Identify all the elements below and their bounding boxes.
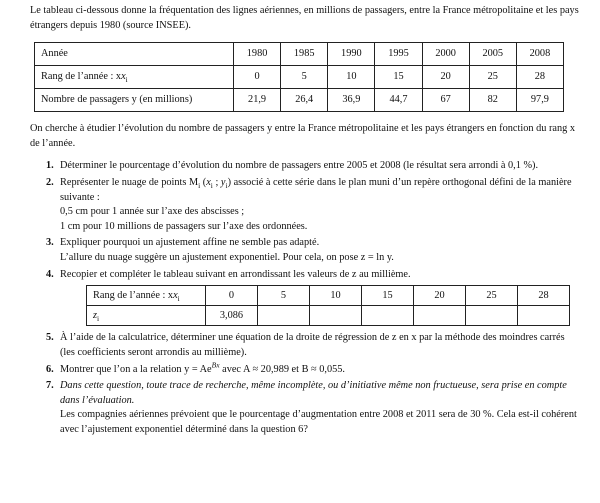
table-cell: 21,9 (234, 89, 281, 112)
question-list (30, 159, 580, 437)
passenger-data-table (34, 42, 564, 112)
question-2: 2. Représenter le nuage de points $M_i$ ($x_i$ ; $y_i$) associé à cette série dans le plan muni d’un repère orthogonal défini de la manière suivante : 0,5 cm pour 1 année sur l’axe des abscisses ; 1 cm pour 10 millions de passagers sur l’axe des ordonnées. (46, 177, 572, 232)
table-cell: 67 (422, 89, 469, 112)
table-row-passengers (35, 89, 564, 112)
table-cell: 10 (328, 66, 375, 89)
table-cell: 97,9 (516, 89, 563, 112)
table-cell: 20 (422, 66, 469, 89)
table-cell: 82 (469, 89, 516, 112)
table-row-z (87, 306, 570, 326)
question-text: Les compagnies aériennes prévoient que le pourcentage d’augmentation entre 2008 et 2011 sera de 30 %. Cela est-il cohérent avec l’ajustement exponentiel déterminé dans la question 6? (60, 409, 577, 435)
table-cell: 5 (258, 286, 310, 306)
table-cell (518, 306, 570, 326)
question-text: Expliquer pourquoi un ajustement affine ne semble pas adapté. (60, 237, 320, 249)
intro-paragraph: Le tableau ci-dessous donne la fréquentation des lignes aériennes, en millions de passagers, entre la France métropolitaine et les pays étrangers depuis 1980 (source INSEE). (30, 5, 579, 31)
table-row-ranks (35, 66, 564, 89)
question-number: 4. (46, 268, 54, 280)
row-label-year: Année (35, 43, 234, 66)
question-3 (46, 236, 580, 265)
table-cell: 15 (362, 286, 414, 306)
table-cell (258, 306, 310, 326)
table-cell: 36,9 (328, 89, 375, 112)
question-number: 5. (46, 332, 54, 344)
table-cell: 44,7 (375, 89, 422, 112)
question-text: Déterminer le pourcentage d’évolution du nombre de passagers entre 2005 et 2008 (le résultat sera arrondi à 0,1 %). (60, 160, 539, 172)
table-cell (362, 306, 414, 326)
question-6: 6. Montrer que l’on a la relation $y = Ae^{Bx}$ avec A ≈ 20,989 et B ≈ 0,055. (46, 363, 580, 378)
table-cell: 25 (466, 286, 518, 306)
row-label-rank: Rang de l’année : $xx_i$ (35, 66, 234, 89)
table-cell: 1995 (375, 43, 422, 66)
table-cell: 26,4 (281, 89, 328, 112)
question-number: 1. (46, 160, 54, 172)
table-cell (466, 306, 518, 326)
table-cell: 25 (469, 66, 516, 89)
z-values-table (86, 285, 570, 326)
table-cell: 2000 (422, 43, 469, 66)
table-cell: 28 (516, 66, 563, 89)
table-cell: 20 (414, 286, 466, 306)
question-number: 2. (46, 177, 54, 189)
question-text: À l’aide de la calculatrice, déterminer une équation de la droite de régression de z en x par la méthode des moindres carrés (les coefficients seront arrondis au millième). (60, 332, 565, 358)
table-cell: 0 (234, 66, 281, 89)
question-text: associé à cette série dans le plan muni d’un repère orthogonal défini de la manière suivante : (60, 177, 572, 203)
question-text: avec A ≈ 20,989 et B ≈ 0,055. (219, 363, 345, 375)
question-7 (46, 379, 580, 437)
table-cell (310, 306, 362, 326)
question-number: 6. (46, 363, 54, 375)
table-cell: 28 (518, 286, 570, 306)
table-cell (414, 306, 466, 326)
study-paragraph: On cherche à étudier l’évolution du nombre de passagers y entre la France métropolitaine et les pays étrangers en fonction du rang x de l’année. (30, 123, 575, 149)
table-cell: 1990 (328, 43, 375, 66)
question-text: 1 cm pour 10 millions de passagers sur l’axe des ordonnées. (60, 220, 308, 232)
question-text: 0,5 cm pour 1 année sur l’axe des abscisses ; (60, 206, 245, 218)
table-row-years (35, 43, 564, 66)
table-cell: 1980 (234, 43, 281, 66)
row-label-z: $z_i$ (87, 306, 206, 326)
table-cell: 5 (281, 66, 328, 89)
table-row-ranks (87, 286, 570, 306)
table-cell: 1985 (281, 43, 328, 66)
row-label-passengers: Nombre de passagers y (en millions) (35, 89, 234, 112)
question-4 (46, 268, 580, 327)
question-text: L’allure du nuage suggère un ajustement exponentiel. Pour cela, on pose z = ln y. (60, 252, 394, 264)
table-cell: 10 (310, 286, 362, 306)
row-label-rank: Rang de l’année : $xx_i$ (87, 286, 206, 306)
table-cell: 3,086 (206, 306, 258, 326)
question-1 (46, 159, 580, 174)
table-cell: 15 (375, 66, 422, 89)
question-text: Montrer que l’on a la relation y = Ae (60, 363, 212, 375)
table-cell: 2005 (469, 43, 516, 66)
table-cell: 2008 (516, 43, 563, 66)
question-5 (46, 331, 580, 360)
question-instruction: Dans cette question, toute trace de recherche, même incomplète, ou d’initiative même non fructueuse, sera prise en compte dans l’évaluation. (60, 380, 567, 406)
question-text: Représenter le nuage de points M (60, 177, 199, 189)
question-number: 3. (46, 237, 54, 249)
question-text: Recopier et compléter le tableau suivant en arrondissant les valeurs de z au millième. (60, 268, 411, 280)
question-number: 7. (46, 380, 54, 392)
table-cell: 0 (206, 286, 258, 306)
